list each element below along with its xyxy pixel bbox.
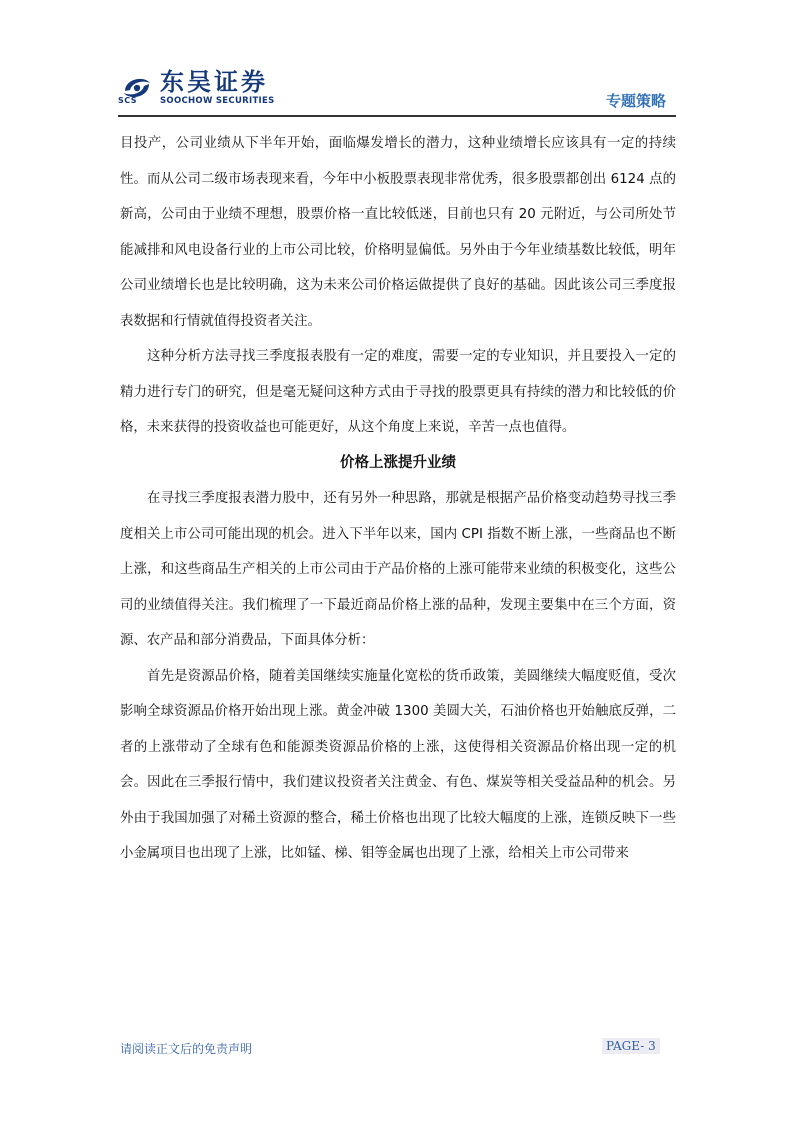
paragraph-price-trend: 在寻找三季度报表潜力股中，还有另外一种思路，那就是根据产品价格变动趋势寻找三季度相关上市公司可能出现的机会。进入下半年以来，国内 CPI 指数不断上涨，一些商品也不断上涨，和这些商品生产相关的上市公司由于产品价格的上涨可能带来业绩的积极变化，这些公司的业绩值得关注。我们梳理了一下最近商品价格上涨的品种，发现主要集中在三个方面，资源、农产品和部分消费品，下面具体分析： bbox=[120, 491, 676, 648]
section-heading: 价格上涨提升业绩 bbox=[340, 454, 456, 471]
brand-name-cn: 东吴证券 bbox=[160, 68, 268, 96]
soochow-logo bbox=[118, 68, 288, 110]
document-body bbox=[120, 126, 676, 872]
paragraph-continued: 目投产，公司业绩从下半年开始，面临爆发增长的潜力，这种业绩增长应该具有一定的持续性。而从公司二级市场表现来看，今年中小板股票表现非常优秀，很多股票都创出 6124 点的新高，公司由于业绩不理想，股票价格一直比较低迷，目前也只有 20 元附近，与公司所处节能减排和风电设备行业的上市公司比较，价格明显偏低。另外由于今年业绩基数比较低，明年公司业绩增长也是比较明确，这为未来公司价格运做提供了良好的基础。因此该公司三季度报表数据和行情就值得投资者关注。 bbox=[120, 136, 676, 329]
page-number: PAGE- 3 bbox=[602, 1038, 660, 1054]
brand-name-en: SOOCHOW SECURITIES bbox=[160, 96, 275, 106]
disclaimer-note: 请阅读正文后的免责声明 bbox=[120, 1042, 253, 1056]
page-header bbox=[118, 68, 678, 114]
section-title: 专题策略 bbox=[605, 92, 666, 110]
brand-abbreviation: SCS bbox=[118, 96, 138, 105]
paragraph-resources: 首先是资源品价格，随着美国继续实施量化宽松的货币政策，美圆继续大幅度贬值，受次影响全球资源品价格开始出现上涨。黄金冲破 1300 美圆大关，石油价格也开始触底反弹，二者的上涨带动了全球有色和能源类资源品价格的上涨，这使得相关资源品价格出现一定的机会。因此在三季报行情中，我们建议投资者关注黄金、有色、煤炭等相关受益品种的机会。另外由于我国加强了对稀土资源的整合，稀土价格也出现了比较大幅度的上涨，连锁反映下一些小金属项目也出现了上涨，比如锰、梯、钼等金属也出现了上涨，给相关上市公司带来 bbox=[120, 668, 676, 861]
header-divider bbox=[118, 115, 676, 117]
paragraph-method-difficulty: 这种分析方法寻找三季度报表股有一定的难度，需要一定的专业知识，并且要投入一定的精力进行专门的研究，但是毫无疑问这种方式由于寻找的股票更具有持续的潜力和比较低的价格，未来获得的投资收益也可能更好，从这个角度上来说，辛苦一点也值得。 bbox=[120, 349, 676, 435]
